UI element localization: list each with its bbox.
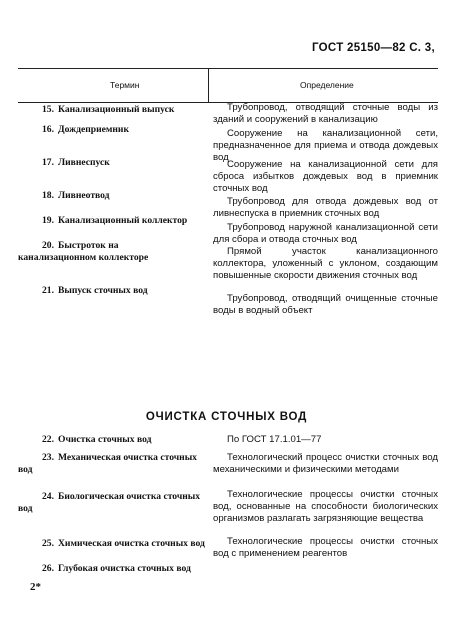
term <box>18 538 206 550</box>
term-text: Ливнеотвод <box>58 190 110 201</box>
column-divider <box>208 68 209 102</box>
term-text: Канализационный выпуск <box>58 104 175 115</box>
term-number: 19. <box>42 215 54 226</box>
definition: Сооружение на канализационной сети для сброса избытков дождевых вод в приемник сточных вод <box>213 159 438 194</box>
term-number: 21. <box>42 285 54 296</box>
term-text: Глубокая очистка сточных вод <box>58 563 191 574</box>
table-top-rule <box>18 68 438 69</box>
term-text: Биологическая очистка сточных вод <box>18 491 201 514</box>
term-text: Канализационный коллектор <box>58 215 188 226</box>
term <box>18 434 206 446</box>
definition: Трубопровод наружной канализационной сети для сбора и отвода сточных вод <box>213 222 438 245</box>
definition: Трубопровод для отвода дождевых вод от ливнеспуска в приемник сточных вод <box>213 196 438 219</box>
term-text: Химическая очистка сточных вод <box>58 538 205 549</box>
definition: По ГОСТ 17.1.01—77 <box>227 434 322 445</box>
definition: Прямой участок канализационного коллектора, уложенный с уклоном, создающим повышенные скорости движения сточных вод <box>213 246 438 281</box>
term-number: 26. <box>42 563 54 574</box>
term-text: Дождеприемник <box>58 124 129 135</box>
term <box>18 215 206 227</box>
term-text: Механическая очистка сточных вод <box>18 452 197 475</box>
term <box>18 157 206 169</box>
term-text: Ливнеспуск <box>58 157 110 168</box>
section-title: ОЧИСТКА СТОЧНЫХ ВОД <box>145 411 308 423</box>
term-number: 15. <box>42 104 54 115</box>
term <box>18 124 206 136</box>
definition: Трубопровод, отводящий сточные воды из зданий и сооружений в канализацию <box>213 102 438 125</box>
term-number: 20. <box>42 240 54 251</box>
term <box>18 190 206 202</box>
term <box>18 240 198 264</box>
term <box>18 104 206 116</box>
term-number: 18. <box>42 190 54 201</box>
column-header-terms: Термин <box>110 80 140 90</box>
term <box>18 491 206 515</box>
definition: Сооружение на канализационной сети, предназначенное для приема и отвода дождевых вод <box>213 128 438 163</box>
term-number: 24. <box>42 491 54 502</box>
page-number: 2* <box>30 581 41 593</box>
standard-code: ГОСТ 25150—82 С. 3, <box>311 42 435 54</box>
term-number: 16. <box>42 124 54 135</box>
term-number: 23. <box>42 452 54 463</box>
term-number: 17. <box>42 157 54 168</box>
term <box>18 285 206 297</box>
term-text: Быстроток на канализационном коллекторе <box>18 240 149 263</box>
term-text: Выпуск сточных вод <box>58 285 148 296</box>
term-number: 22. <box>42 434 54 445</box>
term-text: Очистка сточных вод <box>58 434 152 445</box>
column-header-definitions: Определение <box>300 80 354 90</box>
definition: Технологический процесс очистки сточных вод механическими и физическими методами <box>213 452 438 475</box>
definition: Технологические процессы очистки сточных вод с применением реагентов <box>213 536 438 559</box>
term <box>18 452 206 476</box>
definition: Трубопровод, отводящий очищенные сточные воды в водный объект <box>213 293 438 316</box>
definition: Технологические процессы очистки сточных вод, основанные на способности биологических организмов разлагать загрязняющие вещества <box>213 489 438 524</box>
term-number: 25. <box>42 538 54 549</box>
